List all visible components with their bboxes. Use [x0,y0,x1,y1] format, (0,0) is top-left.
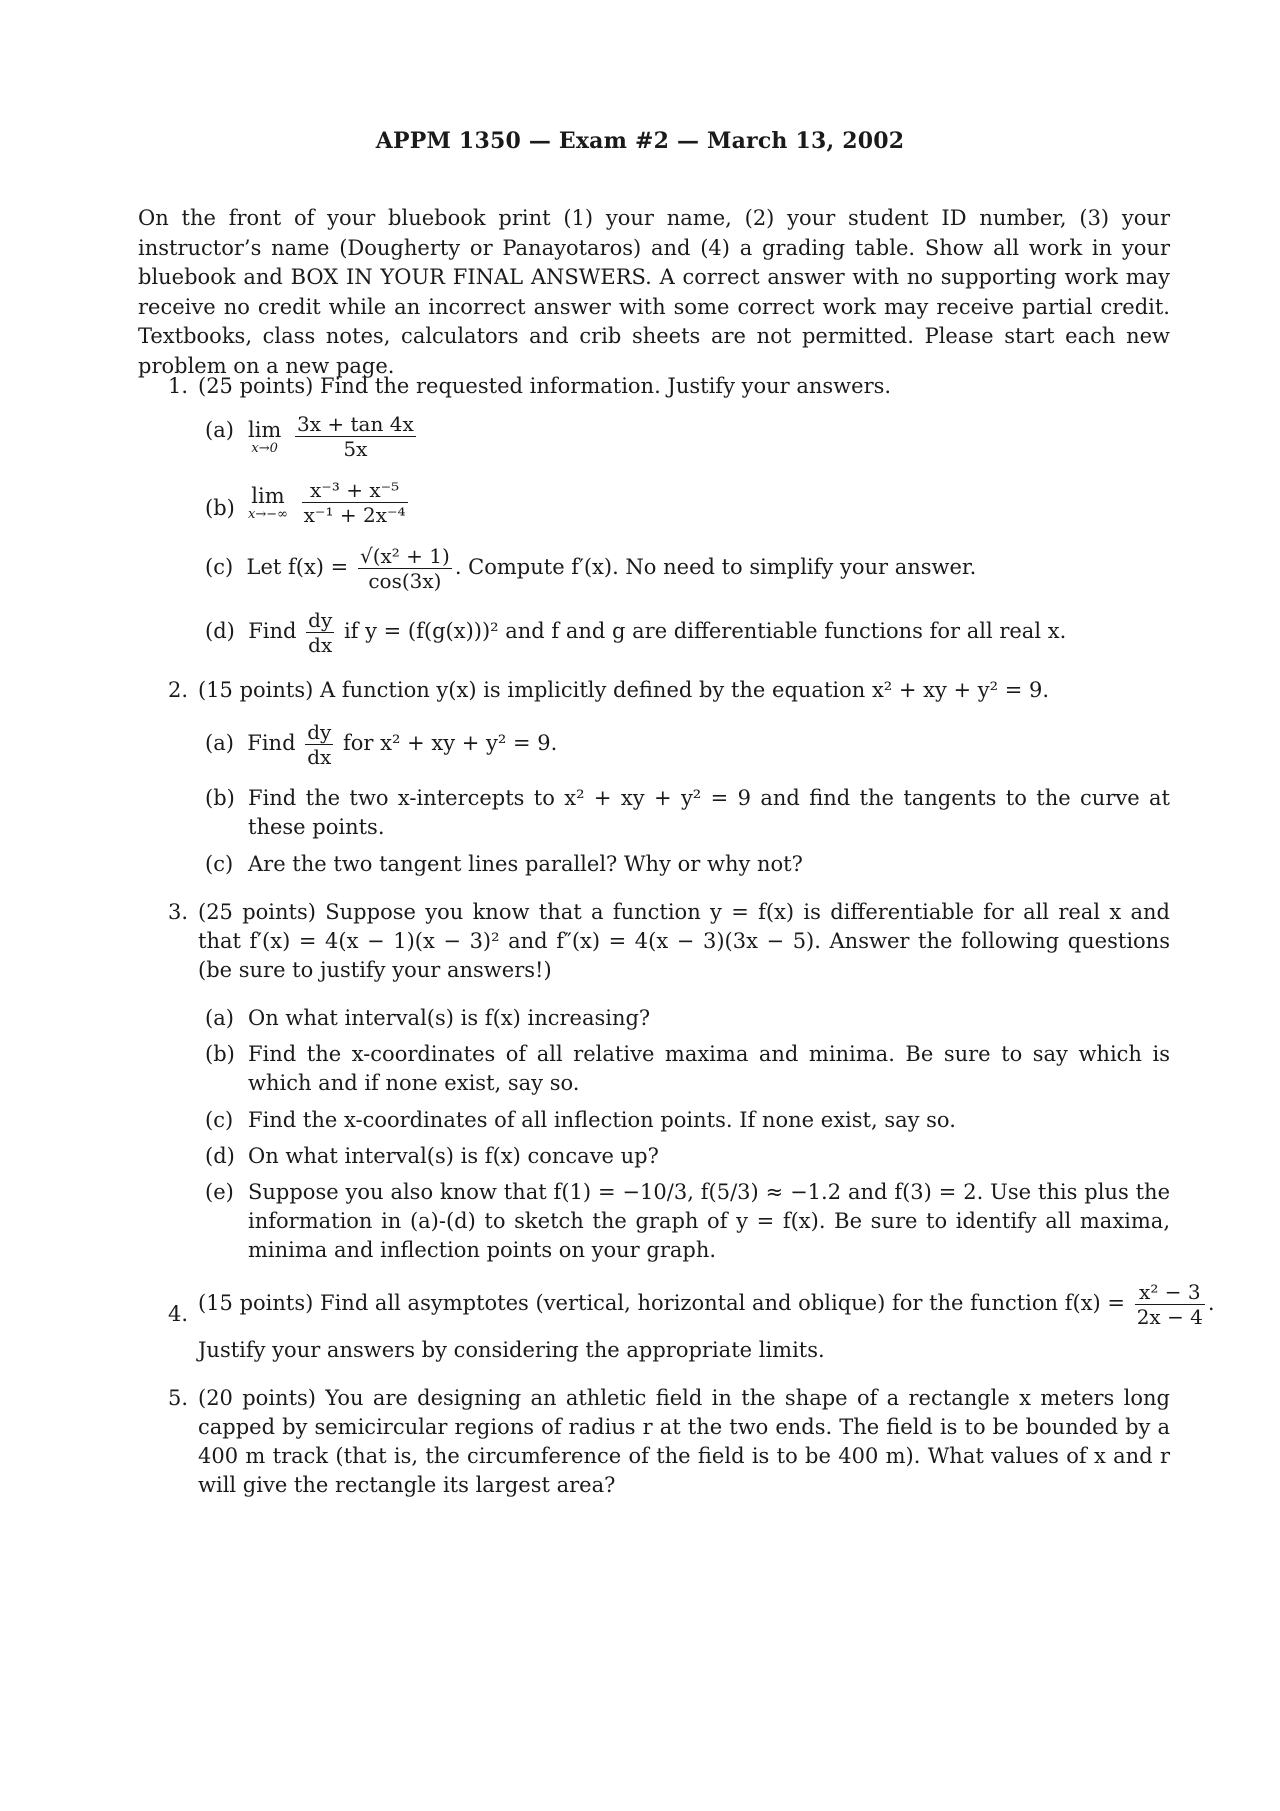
problem-1b-expression [248,478,411,527]
problem-5-number: 5. [168,1386,189,1410]
problem-3e-text: Suppose you also know that f(1) = −10/3, f(5/3) ≈ −1.2 and f(3) = 2. Use this plus the information in (a)-(d) to sketch the graph of y = f(x). Be sure to identify all maxima, minima and inflection points on your graph. [248,1180,1170,1262]
problem-1-number: 1. [168,374,189,398]
problem-3-number: 3. [168,900,189,924]
problem-1-text: (25 points) Find the requested information. Justify your answers. [198,374,892,398]
instructions-paragraph: On the front of your bluebook print (1) your name, (2) your student ID number, (3) your instructor’s name (Dougherty or Panayotaros) and (4) a grading table. Show all work in your bluebook and BOX IN YOUR FINAL ANSWERS. A correct answer with no supporting work may receive no credit while an incorrect answer with some correct work may receive partial credit. Textbooks, class notes, calculators and crib sheets are not permitted. Please start each new problem on a new page. [138,206,1170,378]
problem-2a: (a) Find $\frac{dy}{dx}$ for x² + xy + y² = 9. [205,720,558,769]
problem-3a-label: (a) [205,1006,234,1030]
problem-4-text: (15 points) Find all asymptotes (vertical, horizontal and oblique) for the function f(x) = $\frac{\text{x² − 3}}{2x - 4}$ . [198,1280,1215,1329]
problem-2-text: (15 points) A function y(x) is implicitly defined by the equation x² + xy + y² = 9. [198,678,1050,702]
limit-operator: lim x→−∞ [248,483,288,522]
problem-2b-text: Find the two x-intercepts to x² + xy + y² = 9 and find the tangents to the curve at these points. [248,786,1170,839]
limit-operator: lim x→0 [248,417,282,456]
problem-3e-label: (e) [205,1180,234,1204]
problem-1b-label: (b) [205,496,235,520]
problem-1a-label: (a) [205,418,234,442]
problem-2b-label: (b) [205,786,235,810]
exam-title: APPM 1350 — Exam #2 — March 13, 2002 [375,128,905,154]
fraction: $\frac{\text{x⁻³ + x⁻⁵}}{\text{x⁻¹ + 2x⁻⁴}}$ [303,478,406,527]
problem-1a-expression [248,412,419,461]
fraction: $\frac{dy}{dx}$ [307,720,332,769]
problem-2c-label: (c) [205,852,234,876]
problem-5-text: (20 points) You are designing an athletic field in the shape of a rectangle x meters long capped by semicircular regions of radius r at the two ends. The field is to be bounded by a 400 m track (that is, the circumference of the field is to be 400 m). What values of x and r will give the rectangle its largest area? [198,1386,1170,1497]
fraction: $\frac{3x + \tan 4x}{5x}$ [297,412,414,461]
problem-3c-text: Find the x-coordinates of all inflection points. If none exist, say so. [248,1108,956,1132]
fraction: $\frac{\text{√(x² + 1)}}{\cos(3x)}$ [359,544,450,593]
problem-4-text-continued: Justify your answers by considering the appropriate limits. [198,1338,825,1362]
problem-3d-text: On what interval(s) is f(x) concave up? [248,1144,659,1168]
problem-3b-text: Find the x-coordinates of all relative maxima and minima. Be sure to say which is which and if none exist, say so. [248,1042,1170,1095]
problem-3c-label: (c) [205,1108,234,1132]
problem-1c: (c) Let f(x) = $\frac{\text{√(x² + 1)}}{\cos(3x)}$ . Compute f′(x). No need to simplify your answer. [205,544,977,593]
problem-3-text: (25 points) Suppose you know that a function y = f(x) is differentiable for all real x and that f′(x) = 4(x − 1)(x − 3)² and f″(x) = 4(x − 3)(3x − 5). Answer the following questions (be sure to justify your answers!) [198,900,1170,982]
fraction: $\frac{\text{x² − 3}}{2x - 4}$ [1136,1280,1203,1329]
problem-3a-text: On what interval(s) is f(x) increasing? [248,1006,651,1030]
problem-3b-label: (b) [205,1042,235,1066]
problem-3d-label: (d) [205,1144,235,1168]
problem-4-number: 4. [168,1302,189,1326]
fraction: $\frac{dy}{dx}$ [308,608,333,657]
problem-2c-text: Are the two tangent lines parallel? Why or why not? [248,852,803,876]
problem-2-number: 2. [168,678,189,702]
problem-1d: (d) Find $\frac{dy}{dx}$ if y = (f(g(x)))² and f and g are differentiable functions for all real x. [205,608,1067,657]
